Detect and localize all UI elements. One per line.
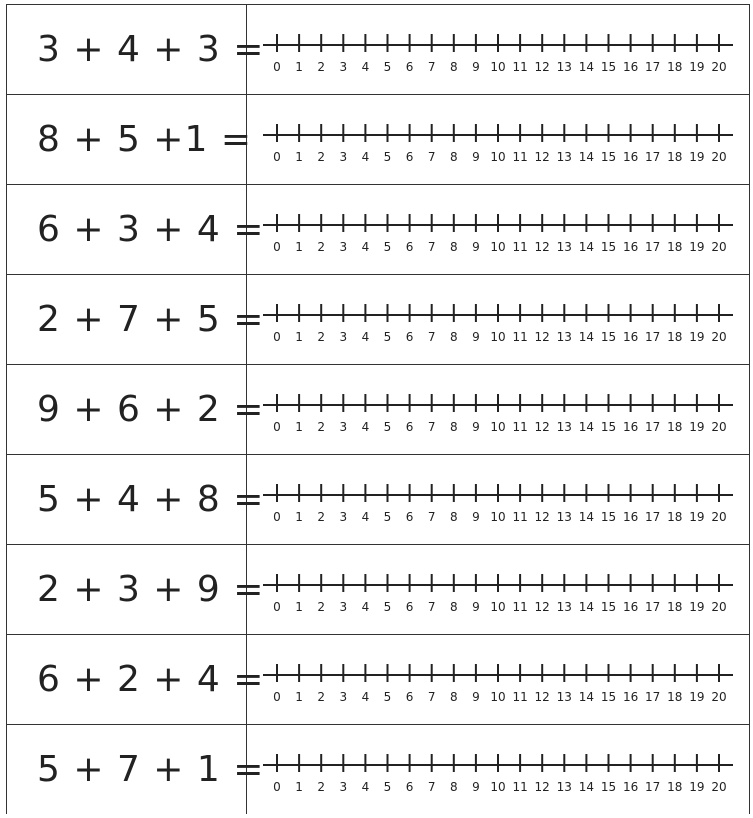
number-line-label: 9 xyxy=(472,240,480,254)
number-line-label: 16 xyxy=(622,780,639,794)
number-line-label: 17 xyxy=(645,330,661,344)
equation-text: 5 + 7 + 1 = xyxy=(37,749,265,790)
number-line-label: 4 xyxy=(361,510,370,524)
number-line-label: 8 xyxy=(449,780,458,794)
number-line-label: 12 xyxy=(534,780,550,794)
number-line-label: 14 xyxy=(578,600,595,614)
number-line-label: 1 xyxy=(295,420,303,434)
number-line-label: 10 xyxy=(490,150,506,164)
number-line-label: 1 xyxy=(295,600,303,614)
number-line-label: 12 xyxy=(534,510,550,524)
number-line-label: 13 xyxy=(556,330,572,344)
number-line-label: 5 xyxy=(383,60,392,74)
number-line-cell xyxy=(247,545,749,634)
number-line-label: 13 xyxy=(556,690,572,704)
number-line-label: 18 xyxy=(667,690,683,704)
number-line-label: 3 xyxy=(339,60,348,74)
number-line-label: 3 xyxy=(339,510,348,524)
number-line-label: 5 xyxy=(383,330,392,344)
number-line-label: 11 xyxy=(512,60,528,74)
equation-text: 8 + 5 +1 = xyxy=(37,119,252,160)
number-line-label: 11 xyxy=(512,780,528,794)
equation-cell xyxy=(7,545,265,634)
number-line-label: 2 xyxy=(317,330,326,344)
number-line-label: 19 xyxy=(689,690,705,704)
number-line-label: 2 xyxy=(317,150,326,164)
number-line-cell xyxy=(247,455,749,544)
number-line-label: 7 xyxy=(427,150,436,164)
number-line-label: 20 xyxy=(711,780,727,794)
number-line-label: 13 xyxy=(556,510,572,524)
worksheet-row xyxy=(7,5,749,95)
worksheet-row xyxy=(7,95,749,185)
number-line-label: 10 xyxy=(490,330,506,344)
number-line-label: 12 xyxy=(534,330,550,344)
number-line-label: 7 xyxy=(427,600,436,614)
number-line-label: 16 xyxy=(622,240,639,254)
number-line-label: 12 xyxy=(534,60,550,74)
number-line-label: 6 xyxy=(405,420,414,434)
number-line-label: 19 xyxy=(689,420,705,434)
number-line-label: 13 xyxy=(556,420,572,434)
number-line-label: 17 xyxy=(645,690,661,704)
number-line-label: 15 xyxy=(600,60,617,74)
number-line-label: 9 xyxy=(472,780,480,794)
number-line-label: 2 xyxy=(317,600,326,614)
equation-cell xyxy=(7,5,265,94)
worksheet-row xyxy=(7,635,749,725)
number-line-label: 20 xyxy=(711,240,727,254)
number-line-label: 3 xyxy=(339,780,348,794)
number-line-label: 9 xyxy=(472,690,480,704)
equation-text: 5 + 4 + 8 = xyxy=(37,479,265,520)
number-line xyxy=(247,545,747,634)
number-line-label: 15 xyxy=(600,150,617,164)
number-line-label: 18 xyxy=(667,780,683,794)
number-line-label: 7 xyxy=(427,60,436,74)
number-line-label: 16 xyxy=(622,510,639,524)
worksheet-row xyxy=(7,365,749,455)
equation-text: 2 + 3 + 9 = xyxy=(37,569,265,610)
number-line-label: 0 xyxy=(273,420,281,434)
number-line-label: 7 xyxy=(427,690,436,704)
number-line-label: 8 xyxy=(449,60,458,74)
equation-cell xyxy=(7,635,265,724)
worksheet-row xyxy=(7,275,749,365)
number-line-label: 15 xyxy=(600,420,617,434)
number-line-label: 3 xyxy=(339,420,348,434)
number-line-label: 4 xyxy=(361,690,370,704)
number-line-label: 14 xyxy=(578,60,595,74)
number-line-label: 11 xyxy=(512,150,528,164)
number-line-label: 13 xyxy=(556,780,572,794)
equation-cell xyxy=(7,725,265,814)
number-line-label: 2 xyxy=(317,780,326,794)
number-line-label: 19 xyxy=(689,510,705,524)
number-line-label: 18 xyxy=(667,240,683,254)
number-line-label: 1 xyxy=(295,690,303,704)
number-line-label: 5 xyxy=(383,150,392,164)
number-line xyxy=(247,275,747,364)
number-line-label: 14 xyxy=(578,420,595,434)
number-line-label: 15 xyxy=(600,510,617,524)
number-line-label: 0 xyxy=(273,60,281,74)
equation-cell xyxy=(7,365,265,454)
number-line-label: 17 xyxy=(645,60,661,74)
number-line-label: 11 xyxy=(512,690,528,704)
number-line xyxy=(247,365,747,454)
number-line-cell xyxy=(247,275,749,364)
number-line-label: 10 xyxy=(490,690,506,704)
number-line-label: 14 xyxy=(578,780,595,794)
number-line-label: 17 xyxy=(645,150,661,164)
equation-cell xyxy=(7,275,265,364)
number-line-label: 0 xyxy=(273,780,281,794)
number-line-label: 7 xyxy=(427,510,436,524)
number-line-label: 9 xyxy=(472,510,480,524)
number-line-label: 13 xyxy=(556,150,572,164)
number-line-label: 7 xyxy=(427,420,436,434)
number-line-label: 19 xyxy=(689,600,705,614)
number-line-label: 15 xyxy=(600,330,617,344)
equation-text: 2 + 7 + 5 = xyxy=(37,299,265,340)
number-line-label: 6 xyxy=(405,510,414,524)
number-line-label: 0 xyxy=(273,510,281,524)
number-line-label: 2 xyxy=(317,510,326,524)
number-line-label: 20 xyxy=(711,420,727,434)
number-line-label: 6 xyxy=(405,60,414,74)
number-line-label: 2 xyxy=(317,690,326,704)
number-line-label: 19 xyxy=(689,150,705,164)
number-line-label: 18 xyxy=(667,420,683,434)
number-line xyxy=(247,5,747,94)
number-line-label: 5 xyxy=(383,690,392,704)
number-line-label: 11 xyxy=(512,600,528,614)
number-line-label: 11 xyxy=(512,240,528,254)
number-line-label: 9 xyxy=(472,60,480,74)
number-line-label: 9 xyxy=(472,420,480,434)
number-line-label: 8 xyxy=(449,510,458,524)
number-line-label: 8 xyxy=(449,150,458,164)
number-line-label: 10 xyxy=(490,420,506,434)
number-line-label: 19 xyxy=(689,330,705,344)
number-line-label: 6 xyxy=(405,600,414,614)
number-line-label: 10 xyxy=(490,510,506,524)
number-line-label: 4 xyxy=(361,60,370,74)
number-line-label: 9 xyxy=(472,150,480,164)
number-line-label: 10 xyxy=(490,780,506,794)
number-line-label: 0 xyxy=(273,330,281,344)
worksheet-table xyxy=(6,4,750,814)
number-line-label: 16 xyxy=(622,600,639,614)
number-line-label: 1 xyxy=(295,60,303,74)
number-line-label: 11 xyxy=(512,420,528,434)
number-line-label: 7 xyxy=(427,240,436,254)
number-line-label: 14 xyxy=(578,330,595,344)
number-line-label: 9 xyxy=(472,600,480,614)
number-line-label: 12 xyxy=(534,420,550,434)
number-line-label: 3 xyxy=(339,600,348,614)
number-line-label: 16 xyxy=(622,60,639,74)
number-line-label: 12 xyxy=(534,600,550,614)
number-line-label: 4 xyxy=(361,330,370,344)
number-line-cell xyxy=(247,365,749,454)
number-line-label: 18 xyxy=(667,600,683,614)
number-line-label: 20 xyxy=(711,690,727,704)
number-line-label: 11 xyxy=(512,510,528,524)
number-line-cell xyxy=(247,725,749,814)
number-line-label: 3 xyxy=(339,690,348,704)
number-line-label: 19 xyxy=(689,60,705,74)
number-line-label: 4 xyxy=(361,600,370,614)
number-line-label: 13 xyxy=(556,240,572,254)
number-line-label: 20 xyxy=(711,330,727,344)
equation-cell xyxy=(7,185,265,274)
number-line-label: 10 xyxy=(490,240,506,254)
number-line-label: 4 xyxy=(361,150,370,164)
number-line-label: 2 xyxy=(317,60,326,74)
number-line-label: 15 xyxy=(600,600,617,614)
worksheet-row xyxy=(7,455,749,545)
number-line-label: 12 xyxy=(534,240,550,254)
number-line-label: 14 xyxy=(578,510,595,524)
number-line-label: 5 xyxy=(383,420,392,434)
number-line-label: 1 xyxy=(295,780,303,794)
number-line-label: 6 xyxy=(405,780,414,794)
number-line-label: 20 xyxy=(711,510,727,524)
number-line-label: 20 xyxy=(711,60,727,74)
number-line-label: 4 xyxy=(361,240,370,254)
number-line-label: 10 xyxy=(490,60,506,74)
equation-text: 3 + 4 + 3 = xyxy=(37,29,265,70)
number-line-cell xyxy=(247,95,749,184)
number-line-label: 0 xyxy=(273,150,281,164)
number-line-label: 3 xyxy=(339,330,348,344)
number-line-label: 1 xyxy=(295,330,303,344)
number-line-label: 1 xyxy=(295,150,303,164)
number-line-label: 8 xyxy=(449,600,458,614)
number-line-label: 2 xyxy=(317,240,326,254)
number-line-label: 5 xyxy=(383,240,392,254)
number-line-label: 9 xyxy=(472,330,480,344)
number-line-label: 18 xyxy=(667,150,683,164)
number-line-label: 20 xyxy=(711,600,727,614)
number-line-label: 17 xyxy=(645,600,661,614)
number-line-label: 1 xyxy=(295,240,303,254)
number-line-label: 16 xyxy=(622,330,639,344)
number-line xyxy=(247,455,747,544)
number-line-label: 13 xyxy=(556,60,572,74)
number-line-label: 8 xyxy=(449,690,458,704)
number-line-label: 13 xyxy=(556,600,572,614)
number-line-label: 11 xyxy=(512,330,528,344)
number-line-label: 3 xyxy=(339,150,348,164)
worksheet-row xyxy=(7,545,749,635)
number-line-label: 8 xyxy=(449,240,458,254)
number-line-label: 16 xyxy=(622,690,639,704)
number-line-label: 5 xyxy=(383,780,392,794)
number-line-label: 14 xyxy=(578,690,595,704)
number-line-label: 17 xyxy=(645,780,661,794)
number-line xyxy=(247,635,747,724)
number-line-label: 4 xyxy=(361,420,370,434)
number-line-label: 2 xyxy=(317,420,326,434)
number-line-label: 4 xyxy=(361,780,370,794)
number-line-cell xyxy=(247,635,749,724)
number-line-label: 12 xyxy=(534,690,550,704)
number-line xyxy=(247,95,747,184)
number-line-label: 6 xyxy=(405,150,414,164)
number-line-label: 5 xyxy=(383,510,392,524)
number-line-label: 7 xyxy=(427,330,436,344)
number-line-label: 19 xyxy=(689,780,705,794)
number-line-label: 8 xyxy=(449,420,458,434)
number-line-label: 1 xyxy=(295,510,303,524)
number-line-label: 6 xyxy=(405,690,414,704)
number-line-label: 0 xyxy=(273,240,281,254)
equation-text: 6 + 2 + 4 = xyxy=(37,659,265,700)
number-line xyxy=(247,725,747,814)
number-line-label: 14 xyxy=(578,240,595,254)
number-line-label: 14 xyxy=(578,150,595,164)
number-line-label: 7 xyxy=(427,780,436,794)
worksheet-row xyxy=(7,185,749,275)
equation-cell xyxy=(7,455,265,544)
number-line-cell xyxy=(247,185,749,274)
equation-text: 6 + 3 + 4 = xyxy=(37,209,265,250)
number-line-label: 16 xyxy=(622,420,639,434)
number-line-label: 18 xyxy=(667,330,683,344)
number-line-label: 8 xyxy=(449,330,458,344)
number-line-label: 17 xyxy=(645,510,661,524)
equation-cell xyxy=(7,95,252,184)
number-line-label: 15 xyxy=(600,240,617,254)
equation-text: 9 + 6 + 2 = xyxy=(37,389,265,430)
number-line-label: 20 xyxy=(711,150,727,164)
number-line-label: 5 xyxy=(383,600,392,614)
number-line-label: 17 xyxy=(645,420,661,434)
number-line-label: 15 xyxy=(600,780,617,794)
number-line-label: 18 xyxy=(667,510,683,524)
number-line-label: 18 xyxy=(667,60,683,74)
number-line-label: 12 xyxy=(534,150,550,164)
number-line xyxy=(247,185,747,274)
number-line-label: 10 xyxy=(490,600,506,614)
worksheet-row xyxy=(7,725,749,814)
number-line-label: 6 xyxy=(405,330,414,344)
number-line-label: 19 xyxy=(689,240,705,254)
number-line-label: 15 xyxy=(600,690,617,704)
number-line-label: 6 xyxy=(405,240,414,254)
number-line-label: 0 xyxy=(273,600,281,614)
number-line-label: 0 xyxy=(273,690,281,704)
number-line-label: 3 xyxy=(339,240,348,254)
number-line-cell xyxy=(247,5,749,94)
number-line-label: 17 xyxy=(645,240,661,254)
number-line-label: 16 xyxy=(622,150,639,164)
